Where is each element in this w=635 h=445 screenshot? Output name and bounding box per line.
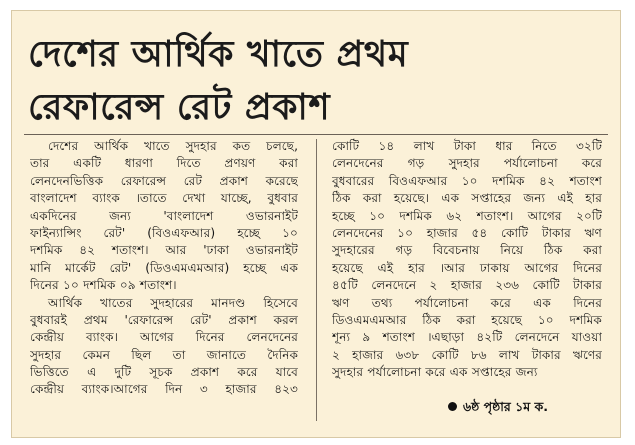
left-line: ফাইন্যান্সিং রেট' (বিওএফআর) হচ্ছে ১০ [30,225,298,240]
right-line: ঋণ তথ্য পর্যালোচনা করে এক দিনের [332,295,602,310]
right-line: কোটি ১৪ লাখ টাকা ধার নিতে ৩২টি [332,139,602,153]
left-line: লেনদেনভিত্তিক রেফারেন্স রেট প্রকাশ করেছে [30,173,298,188]
jump-text: ৬ষ্ঠ পৃষ্ঠার ১ম ক. [463,399,549,414]
right-line: সুদহার পর্যালোচনা করে এক সপ্তাহের জন্য [332,365,538,380]
right-line: ডিওএমএমআর ঠিক করা হয়েছে ১০ দশমিক [332,312,602,327]
headline-line-2: রেফারেন্স রেট প্রকাশ [28,87,331,128]
right-line: লেনদেনের ১০ হাজার ৫৪ কোটি টাকার ঋণ [332,225,602,240]
left-line: দশমিক ৪২ শতাংশ। আর 'ঢাকা ওভারনাইট [30,243,298,258]
left-line: একদিনের জন্য 'বাংলাদেশ ওভারনাইট [30,208,298,223]
left-line: বাংলাদেশ ব্যাংক ।তাতে দেখা যাচ্ছে, বুধবার [30,191,298,206]
left-line: দেশের আর্থিক খাতে সুদহার কত চলছে, [48,139,298,153]
right-line: ৪৫টি লেনদেনে ২ হাজার ২৩৬ কোটি টাকার [332,278,602,293]
left-line: মানি মার্কেট রেট' (ডিওএমএমআর) হচ্ছে এক [30,260,298,275]
right-line: সুদহারের গড় বিবেচনায় নিয়ে ঠিক করা [332,243,602,258]
jump-line [448,398,608,415]
right-line: শূন্য ৯ শতাংশ ।এছাড়া ৪২টি লেনদেনে যাওয়া [332,330,602,345]
left-line: বুধবারই প্রথম 'রেফারেন্স রেট' প্রকাশ করল [30,312,298,327]
right-line: লেনদেনের গড় সুদহার পর্যালোচনা করে [332,156,602,171]
right-line: ঠিক করা হয়েছে। এক সপ্তাহের জন্য এই হার [332,191,602,206]
bullet-icon [448,402,457,411]
left-line: দিনের ১০ দশমিক ০৯ শতাংশ। [30,278,177,293]
left-line: তার একটি ধারণা দিতে প্রণয়ণ করা [30,156,298,171]
column-divider [316,139,317,421]
right-column [332,138,602,381]
headline-line-1: দেশের আর্থিক খাতে প্রথম [28,34,409,75]
right-line: ২ হাজার ৬৩৮ কোটি ৮৬ লাখ টাকার ঋণের [332,347,602,362]
left-line: ভিত্তিতে এ দুটি সূচক প্রকাশ করে যাবে [30,365,298,380]
left-line: আর্থিক খাতের সুদহারের মানদণ্ড হিসেবে [48,295,298,310]
headline-rule [24,134,608,135]
right-line: হয়েছে এই হার ।আর ঢাকায় আগের দিনের [332,260,602,275]
left-line: সুদহার কেমন ছিল তা জানাতে দৈনিক [30,347,298,362]
left-line: কেন্দ্রীয় ব্যাংক। আগের দিনের লেনদেনের [30,330,298,345]
left-column [30,138,298,399]
right-line: হচ্ছে ১০ দশমিক ৬২ শতাংশ। আগের ২০টি [332,208,602,223]
left-line: কেন্দ্রীয় ব্যাংক।আগের দিন ৩ হাজার ৪২৩ [30,382,298,397]
right-line: বুধবারের বিওএফআর ১০ দশমিক ৪২ শতাংশ [332,173,602,188]
headline [28,28,588,134]
